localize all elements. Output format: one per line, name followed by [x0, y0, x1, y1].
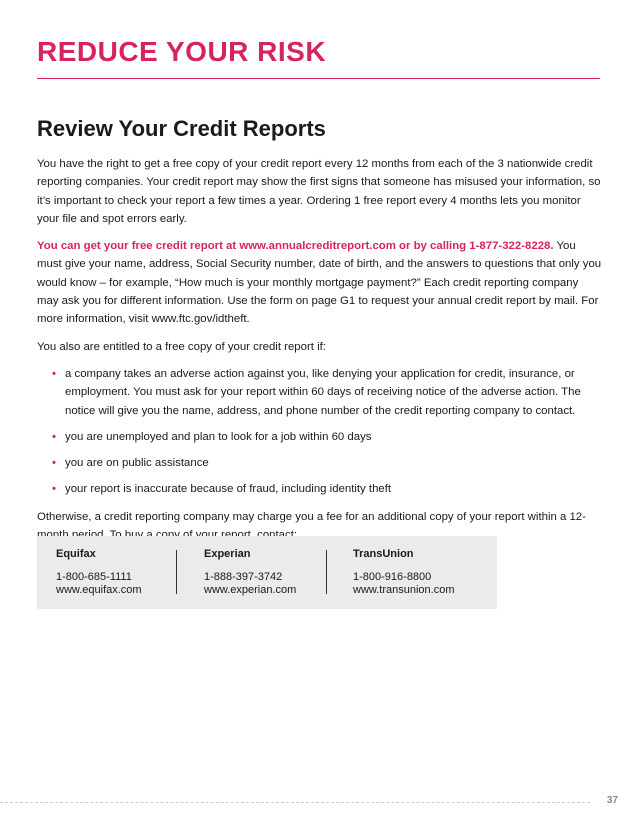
contact-name: Equifax	[56, 548, 96, 560]
contact-transunion	[353, 548, 455, 598]
intro-paragraph: You have the right to get a free copy of your credit report every 12 months from each of the 3 nationwide credit reporting companies. Your credit report may show the first signs that someone has misused your information, so it’s important to check your report a few times a year. Ordering 1 free report every 4 months lets you monitor your file and spot errors early.	[37, 158, 601, 225]
contact-equifax	[56, 548, 142, 598]
contact-phone: 1-800-916-8800	[353, 570, 432, 583]
contact-website: www.experian.com	[204, 584, 297, 596]
annual-report-details: You must give your name, address, Social Security number, date of birth, and the answers to questions that only you would know – for example, “How much is your monthly mortgage payment?” Each credit reporting company may ask you for different information. Use the form on page G1 to request your annual credit report by mail. For more information, visit www.ftc.gov/idtheft.	[37, 240, 602, 326]
bullet-icon: •	[52, 457, 56, 470]
list-item	[37, 454, 602, 472]
entitled-intro: You also are entitled to a free copy of your credit report if:	[37, 340, 326, 353]
list-item	[37, 365, 602, 420]
list-item-text: you are on public assistance	[65, 457, 209, 470]
footer-divider	[0, 802, 590, 803]
bullet-icon: •	[52, 430, 56, 443]
body-text	[37, 155, 602, 553]
bullet-icon: •	[52, 483, 56, 496]
otherwise-paragraph: Otherwise, a credit reporting company may charge you a fee for an additional copy of your report within a 12-	[37, 510, 586, 523]
contact-name: Experian	[204, 548, 251, 560]
page-title: REDUCE YOUR RISK	[37, 36, 327, 67]
contact-divider	[326, 550, 327, 594]
page-number: 37	[606, 795, 618, 806]
contact-phone: 1-888-397-3742	[204, 570, 283, 583]
list-item	[37, 428, 602, 446]
contact-phone: 1-800-685-1111	[56, 570, 132, 583]
contact-name: TransUnion	[353, 548, 414, 560]
section-heading: Review Your Credit Reports	[37, 116, 326, 141]
contact-experian	[204, 548, 296, 598]
list-item	[37, 480, 602, 498]
annual-report-highlight: You can get your free credit report at www.annualcreditreport.com or by calling 1-877-322-8228.	[37, 240, 554, 253]
list-item-text: your report is inaccurate because of fraud, including identity theft	[65, 483, 392, 496]
contact-website: www.transunion.com	[353, 584, 455, 596]
annual-report-paragraph	[37, 237, 602, 328]
contact-box	[37, 536, 497, 609]
list-item-text: you are unemployed and plan to look for a job within 60 days	[65, 430, 372, 443]
list-item-text: a company takes an adverse action against you, like denying your application for credit, insurance, or employment. You must ask for your report within 60 days of receiving notice of the adverse action. The notice will give you the name, address, and phone number of the credit reporting company to contact.	[65, 367, 581, 417]
entitlement-list	[37, 365, 602, 499]
bullet-icon: •	[52, 367, 56, 380]
contact-website: www.equifax.com	[56, 584, 142, 596]
title-divider	[37, 78, 600, 79]
contact-divider	[176, 550, 177, 594]
